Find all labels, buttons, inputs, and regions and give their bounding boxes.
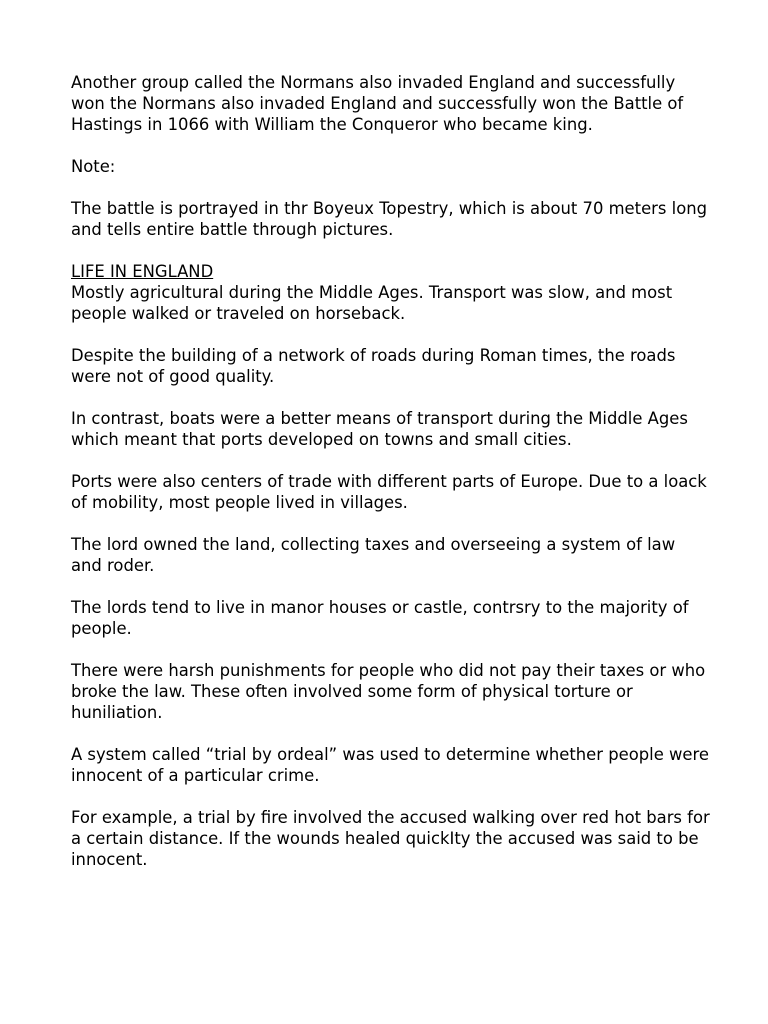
- paragraph-trial-by-fire: For example, a trial by fire involved the accused walking over red hot bars for a certain distance. If the wounds healed quickIty the accused was said to be innocent.: [71, 808, 710, 869]
- section-heading: LIFE IN ENGLAND: [71, 262, 214, 281]
- paragraph-normans: Another group called the Normans also invaded England and successfully won the Normans also invaded England and successfully won the Battle of Hastings in 1066 with William the Conqueror who became king.: [71, 73, 684, 134]
- paragraph-tapestry: The battle is portrayed in thr Boyeux Topestry, which is about 70 meters long and tells entire battle through pictures.: [71, 199, 708, 239]
- paragraph-manor: The lords tend to live in manor houses or castle, contrsry to the majority of people.: [71, 598, 689, 638]
- paragraph-boats: In contrast, boats were a better means of transport during the Middle Ages which meant that ports developed on towns and small cities.: [71, 409, 688, 449]
- paragraph-punishments: There were harsh punishments for people who did not pay their taxes or who broke the law. These often involved some form of physical torture or huniliation.: [71, 661, 706, 722]
- document-page: [71, 72, 711, 870]
- paragraph-ports: Ports were also centers of trade with different parts of Europe. Due to a loack of mobility, most people lived in villages.: [71, 472, 707, 512]
- paragraph-agricultural: Mostly agricultural during the Middle Ages. Transport was slow, and most people walked or traveled on horseback.: [71, 283, 673, 323]
- paragraph-roads: Despite the building of a network of roads during Roman times, the roads were not of good quality.: [71, 346, 676, 386]
- note-label: Note:: [71, 157, 116, 176]
- paragraph-lord: The lord owned the land, collecting taxes and overseeing a system of law and roder.: [71, 535, 676, 575]
- paragraph-trial-by-ordeal: A system called “trial by ordeal” was used to determine whether people were innocent of a particular crime.: [71, 745, 709, 785]
